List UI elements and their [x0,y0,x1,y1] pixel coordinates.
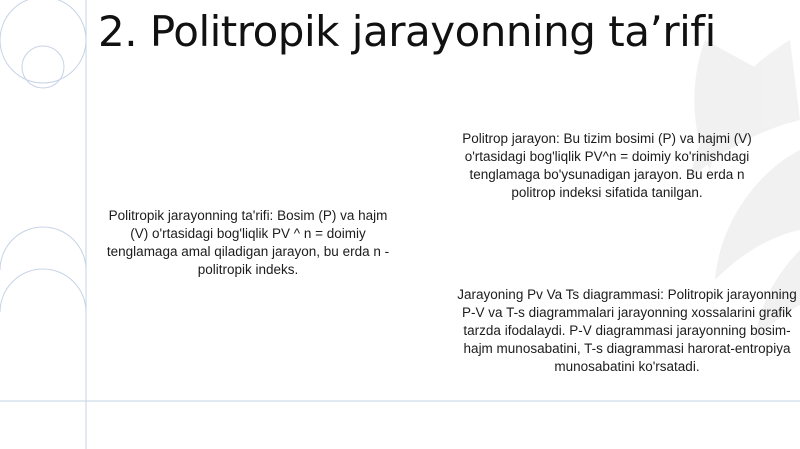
slide-title: 2. Politropik jarayonning ta’rifi [98,7,716,56]
text-block-polytrope: Politrop jarayon: Bu tizim bosimi (P) va hajmi (V) o'rtasidagi bog'liqlik PV^n = doimiy ko'rinishdagi tenglamaga bo'ysunadigan jarayon. Bu erda n politrop indeksi sifatida tanilgan. [462,131,752,200]
text-block-definition: Politropik jarayonning ta'rifi: Bosim (P) va hajm (V) o'rtasidagi bog'liqlik PV ^ n = doimiy tenglamaga amal qiladigan jarayon, bu erda n - politropik indeks. [106,208,390,277]
text-block-diagrams: Jarayoning Pv Va Ts diagrammasi: Politropik jarayonning P-V va T-s diagrammalari jarayonning xossalarini grafik tarzda ifodalaydi. P-V diagrammasi jarayonning bosim-hajm munosabatini, T-s diagrammasi harorat-entropiya munosabatini ko'rsatadi. [457,287,797,374]
